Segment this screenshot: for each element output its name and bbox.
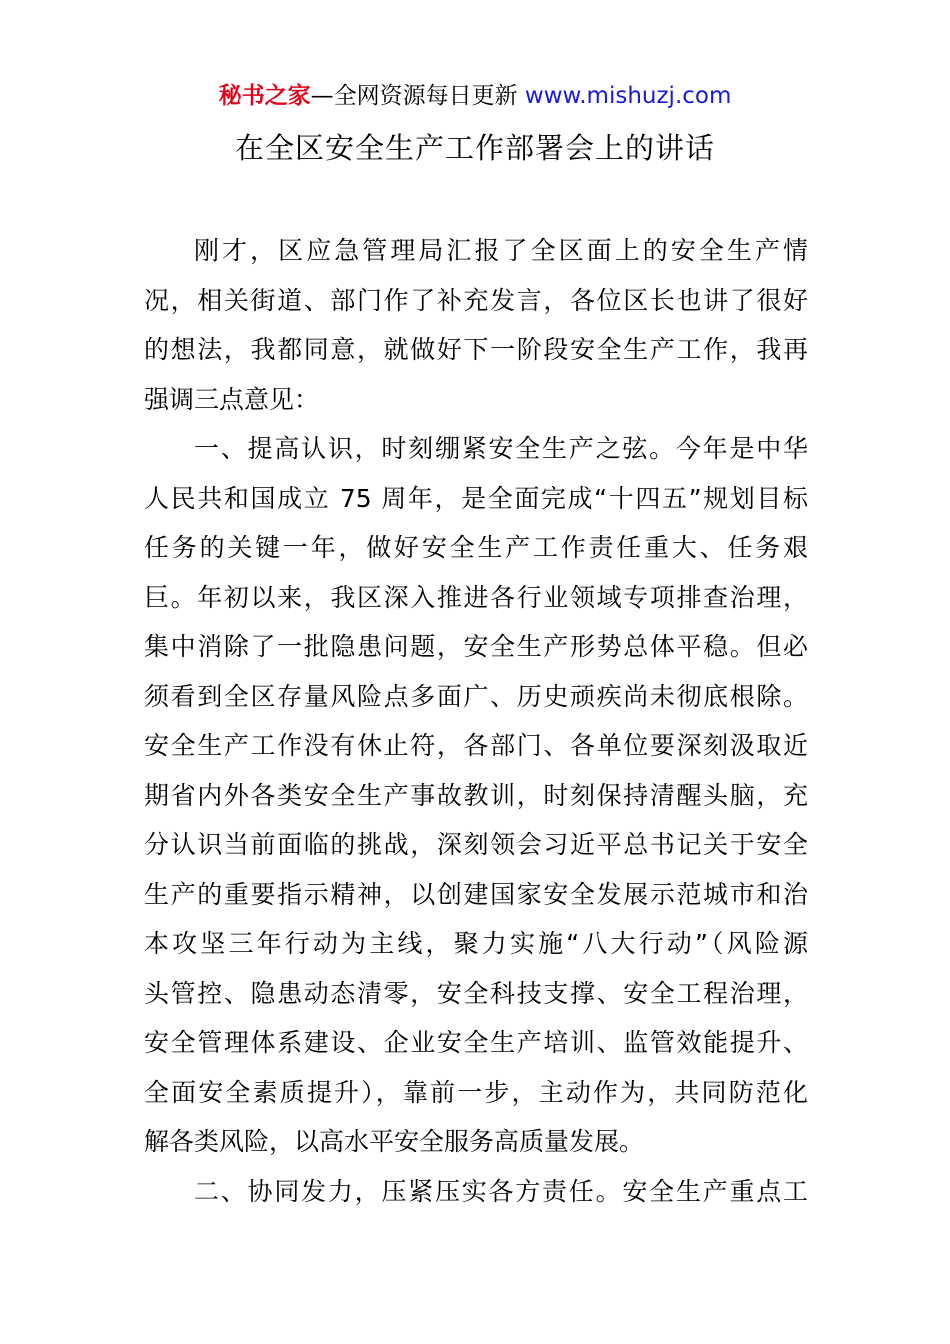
text-line: 生产的重要指示精神，以创建国家安全发展示范城市和治 — [144, 879, 808, 909]
text-line: 况，相关街道、部门作了补充发言，各位区长也讲了很好 — [144, 285, 808, 315]
text-line: 须看到全区存量风险点多面广、历史顽疾尚未彻底根除。 — [144, 681, 808, 711]
text-line: 安全生产工作没有休止符，各部门、各单位要深刻汲取近 — [144, 731, 808, 760]
brand-name: 秘书之家 — [218, 83, 311, 109]
document-body — [144, 226, 808, 1216]
text-line: 全面安全素质提升），靠前一步，主动作为，共同防范化 — [144, 1077, 808, 1107]
text-line: 分认识当前面临的挑战，深刻领会习近平总书记关于安全 — [144, 830, 808, 859]
text-line: 巨。年初以来，我区深入推进各行业领域专项排查治理， — [144, 582, 808, 612]
text-line: 期省内外各类安全生产事故教训，时刻保持清醒头脑，充 — [144, 780, 808, 810]
text-line: 集中消除了一批隐患问题，安全生产形势总体平稳。但必 — [144, 632, 808, 661]
text-line: 解各类风险，以高水平安全服务高质量发展。 — [144, 1127, 645, 1156]
text-line: 刚才，区应急管理局汇报了全区面上的安全生产情 — [194, 236, 808, 265]
text-line: 一、提高认识，时刻绷紧安全生产之弦。今年是中华 — [194, 434, 808, 463]
header-tagline: —全网资源每日更新 — [310, 83, 525, 109]
website-link[interactable]: www.mishuzj.com — [524, 83, 732, 109]
text-line: 本攻坚三年行动为主线，聚力实施“八大行动”（风险源 — [144, 929, 808, 958]
site-header — [0, 78, 950, 114]
text-line: 人民共和国成立 75 周年，是全面完成“十四五”规划目标 — [144, 483, 808, 513]
text-line: 的想法，我都同意，就做好下一阶段安全生产工作，我再 — [144, 335, 808, 364]
text-line: 安全管理体系建设、企业安全生产培训、监管效能提升、 — [144, 1028, 808, 1057]
text-line: 强调三点意见： — [144, 384, 320, 414]
text-line: 二、协同发力，压紧压实各方责任。安全生产重点工 — [194, 1176, 808, 1206]
document-title: 在全区安全生产工作部署会上的讲话 — [234, 131, 715, 165]
text-line: 任务的关键一年，做好安全生产工作责任重大、任务艰 — [144, 533, 808, 562]
text-line: 头管控、隐患动态清零，安全科技支撑、安全工程治理， — [144, 978, 808, 1008]
